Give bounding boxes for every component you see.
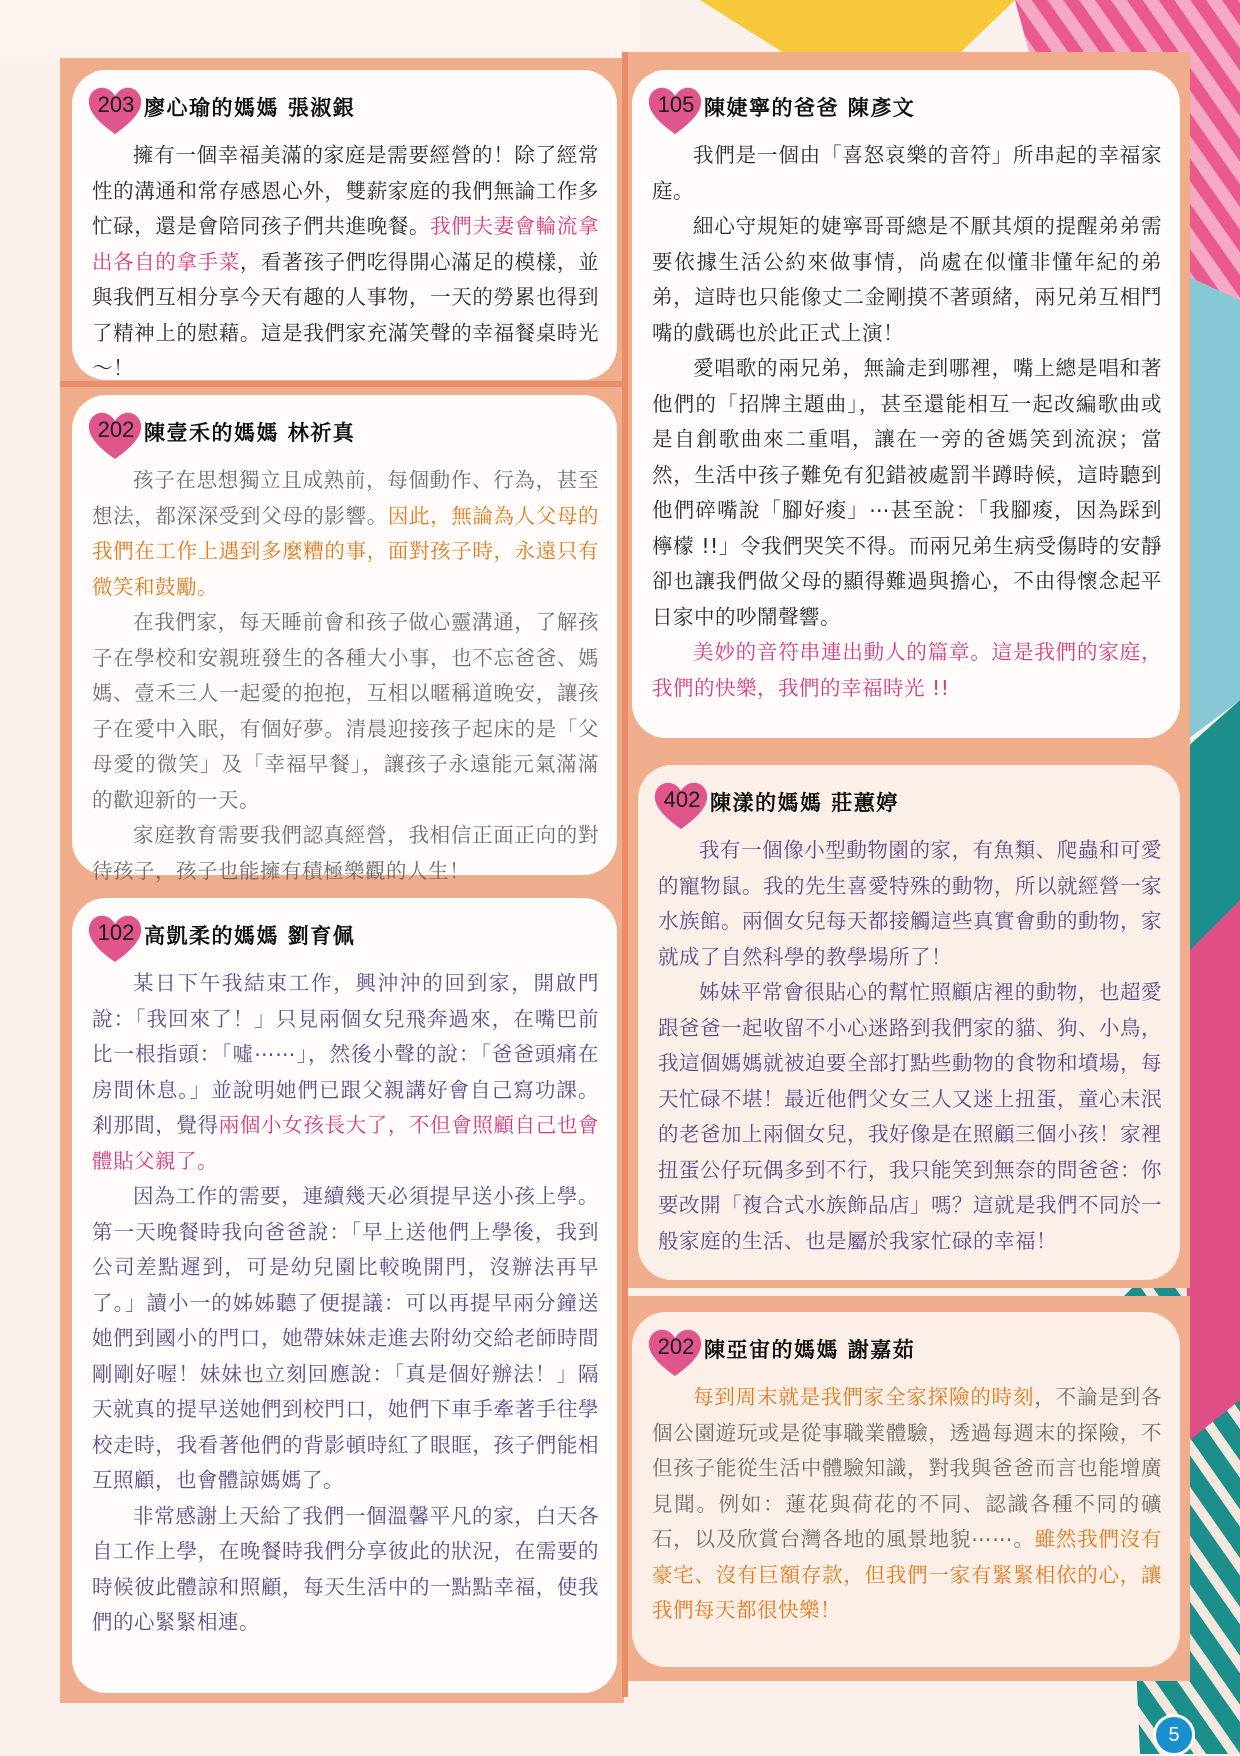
class-number: 102	[97, 920, 135, 945]
text-span: 家庭教育需要我們認真經營，我相信正面正向的對待孩子，孩子也能擁有積極樂觀的人生！	[92, 823, 599, 883]
class-number: 203	[97, 92, 135, 117]
text-span: 我有一個像小型動物園的家，有魚類、爬蟲和可愛的寵物鼠。我的先生喜愛特殊的動物，所以就經營一家水族館。兩個女兒每天都接觸這些真實會動的動物，家就成了自然科學的教學場所了！	[658, 838, 1162, 969]
article-paragraph	[658, 833, 1162, 975]
text-span: 因為工作的需要，連續幾天必須提早送小孩上學。第一天晚餐時我向爸爸說：「早上送他們上學後，我到公司差點遲到，可是幼兒園比較晚開門，沒辦法再早了。」讀小一的姊姊聽了便提議：可以再提早兩分鐘送她們到國小的門口，她帶妹妹走進去附幼交給老師時間剛剛好喔！妹妹也立刻回應說：「真是個好辦法！」隔天就真的提早送她們到校門口，她們下車手牽著手往學校走時，我看著他們的背影頓時紅了眼眶，孩子們能相互照顧，也會體諒媽媽了。	[92, 1184, 599, 1492]
article-paragraph	[92, 966, 599, 1179]
column-divider	[622, 52, 628, 1697]
class-number: 202	[97, 417, 135, 442]
article-card	[72, 898, 617, 1693]
highlight-text: 雖然我們沒有豪宅、沒有巨額存款，但我們一家有緊緊相依的心，讓我們每天都很快樂！	[652, 1527, 1163, 1622]
article-paragraph	[652, 1380, 1162, 1629]
article-title: 陳漾的媽媽 莊蕙婷	[710, 790, 899, 815]
article-card	[632, 70, 1180, 738]
article-title: 高凱柔的媽媽 劉育佩	[144, 923, 356, 948]
class-number: 402	[663, 787, 701, 812]
article-paragraph	[652, 138, 1162, 209]
highlight-text: 兩個小女孩長大了，不但會照顧自己也會體貼父親了。	[92, 1113, 600, 1173]
class-number: 202	[657, 1334, 695, 1359]
article-paragraph	[92, 138, 599, 387]
article-paragraph	[658, 975, 1162, 1259]
text-span: 細心守規矩的婕寧哥哥總是不厭其煩的提醒弟弟需要依據生活公約來做事情，尚處在似懂非懂年紀的弟弟，這時也只能像丈二金剛摸不著頭緒，兩兄弟互相鬥嘴的戲碼也於此正式上演！	[652, 214, 1162, 345]
text-span: 擁有一個幸福美滿的家庭是需要經營的！除了經常性的溝通和常存感恩心外，雙薪家庭的我們無論工作多忙碌，還是會陪同孩子們共進晚餐。	[92, 143, 599, 238]
text-span: 非常感謝上天給了我們一個溫馨平凡的家，白天各自工作上學，在晚餐時我們分享彼此的狀況，在需要的時候彼此體諒和照顧，每天生活中的一點點幸福，使我們的心緊緊相連。	[92, 1503, 599, 1634]
article-card	[638, 765, 1180, 1280]
highlight-text: 我們夫妻會輪流拿出各自的拿手菜	[92, 214, 600, 274]
article-paragraph	[92, 605, 599, 818]
article-paragraph	[92, 1179, 599, 1499]
text-span: 孩子在思想獨立且成熟前，每個動作、行為，甚至想法，都深深受到父母的影響。	[92, 468, 599, 528]
text-span: ，不論是到各個公園遊玩或是從事職業體驗，透過每週末的探險，不但孩子能從生活中體驗知識，對我與爸爸而言也能增廣見聞。例如：蓮花與荷花的不同、認識各種不同的礦石，以及欣賞台灣各地的風景地貌⋯⋯。	[652, 1385, 1163, 1551]
article-card	[632, 1312, 1180, 1667]
article-title: 陳壹禾的媽媽 林祈真	[144, 420, 356, 445]
highlight-text: 每到周末就是我們家全家探險的時刻	[693, 1385, 1035, 1409]
article-paragraph	[92, 1499, 599, 1641]
article-card	[72, 395, 617, 883]
article-title: 陳亞宙的媽媽 謝嘉茹	[704, 1337, 916, 1362]
article-title: 廖心瑜的媽媽 張淑銀	[144, 95, 356, 120]
article-paragraph	[652, 635, 1162, 706]
highlight-text: 美妙的音符串連出動人的篇章。這是我們的家庭，我們的快樂，我們的幸福時光 !!	[652, 640, 1162, 700]
text-span: 姊妹平常會很貼心的幫忙照顧店裡的動物，也超愛跟爸爸一起收留不小心迷路到我們家的貓、狗、小鳥，我這個媽媽就被迫要全部打點些動物的食物和墳場，每天忙碌不堪！最近他們父女三人又迷上扭蛋，童心未泯的老爸加上兩個女兒，我好像是在照顧三個小孩！家裡扭蛋公仔玩偶多到不行，我只能笑到無奈的問爸爸：你要改開「複合式水族飾品店」嗎？這就是我們不同於一般家庭的生活、也是屬於我家忙碌的幸福！	[658, 980, 1162, 1253]
class-number: 105	[657, 92, 695, 117]
article-paragraph	[92, 818, 599, 889]
text-span: 我們是一個由「喜怒哀樂的音符」所串起的幸福家庭。	[652, 143, 1162, 203]
page-number: 5	[1153, 1714, 1195, 1756]
article-paragraph	[92, 463, 599, 605]
article-card	[72, 70, 617, 380]
article-paragraph	[652, 209, 1162, 351]
article-title: 陳婕寧的爸爸 陳彥文	[704, 95, 916, 120]
highlight-text: 因此，無論為人父母的我們在工作上遇到多麼糟的事，面對孩子時，永遠只有微笑和鼓勵。	[92, 503, 600, 599]
text-span: 愛唱歌的兩兄弟，無論走到哪裡，嘴上總是唱和著他們的「招牌主題曲」，甚至還能相互一起改編歌曲或是自創歌曲來二重唱，讓在一旁的爸媽笑到流淚；當然，生活中孩子難免有犯錯被處罰半蹲時候，這時聽到他們碎嘴說「腳好痠」⋯甚至說：「我腳痠，因為踩到檸檬 !!」令我們哭笑不得。而兩兄弟生病受傷時的安靜卻也讓我們做父母的顯得難過與擔心，不由得懷念起平日家中的吵鬧聲響。	[652, 356, 1162, 629]
text-span: ，看著孩子們吃得開心滿足的模樣，並與我們互相分享今天有趣的人事物，一天的勞累也得到了精神上的慰藉。這是我們家充滿笑聲的幸福餐桌時光～！	[92, 249, 600, 380]
article-paragraph	[652, 351, 1162, 635]
text-span: 在我們家，每天睡前會和孩子做心靈溝通，了解孩子在學校和安親班發生的各種大小事，也不忘爸爸、媽媽、壹禾三人一起愛的抱抱，互相以暱稱道晚安，讓孩子在愛中入眠，有個好夢。清晨迎接孩子起床的是「父母愛的微笑」及「幸福早餐」，讓孩子永遠能元氣滿滿的歡迎新的一天。	[92, 610, 599, 812]
text-span: 某日下午我結束工作，興沖沖的回到家，開啟門說：「我回來了！」只見兩個女兒飛奔過來，在嘴巴前比一根指頭：「噓⋯⋯」，然後小聲的說：「爸爸頭痛在房間休息。」並說明她們已跟父親講好會自己寫功課。剎那間，覺得	[92, 971, 599, 1137]
